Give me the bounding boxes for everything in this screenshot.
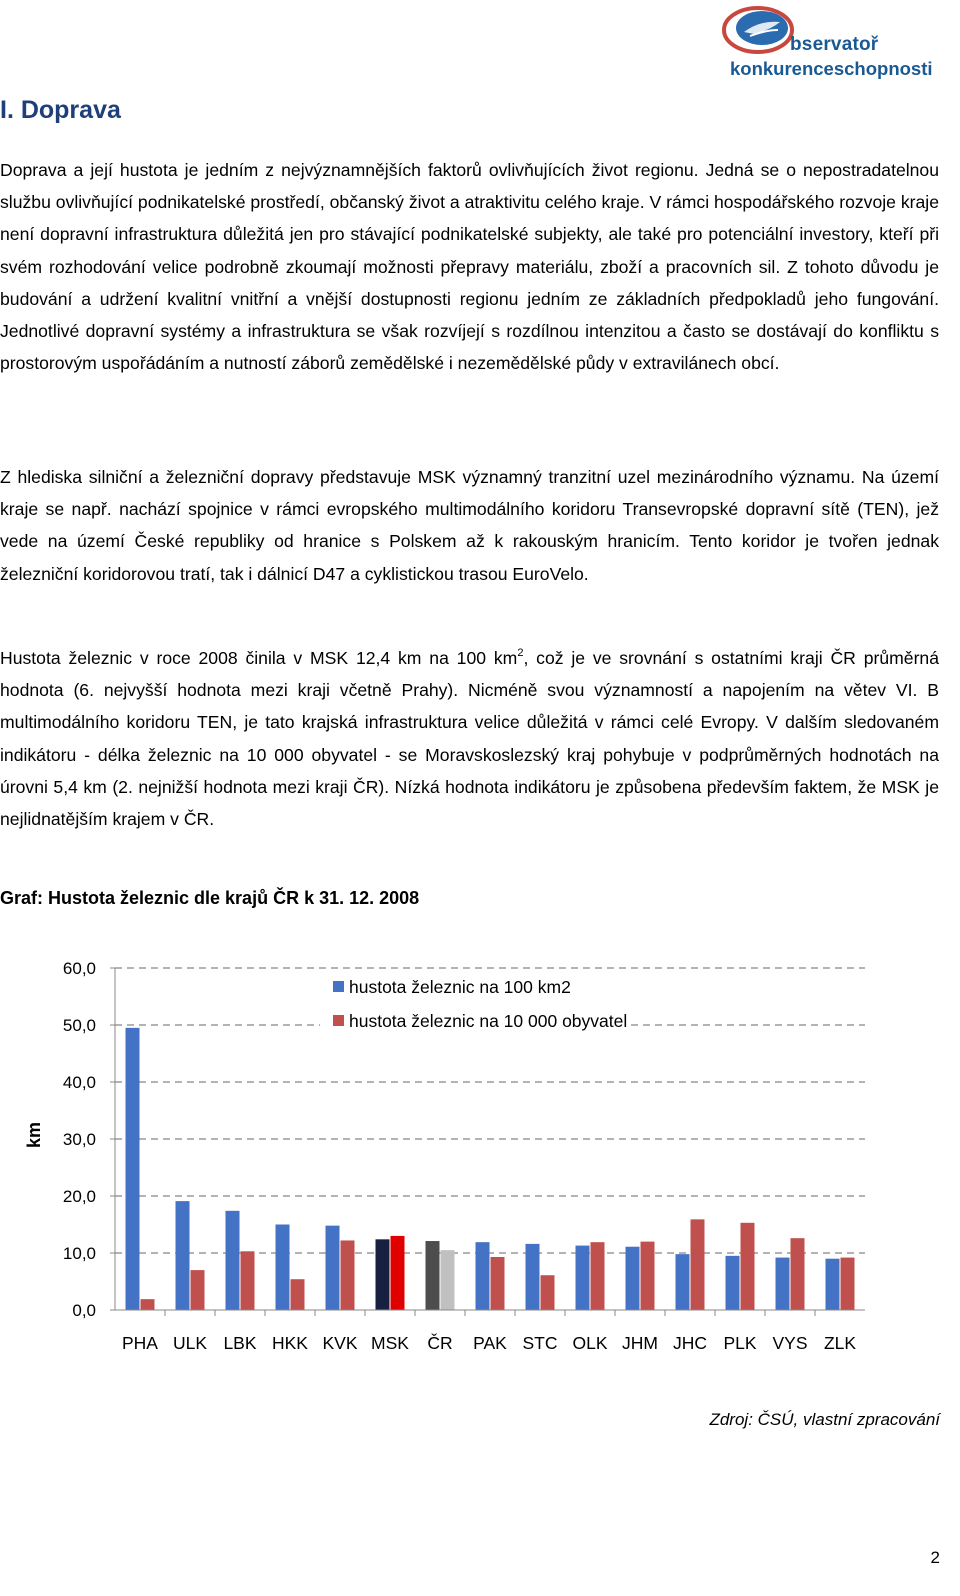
bar-per-10000-pop [141, 1299, 155, 1310]
legend-label: hustota železnic na 100 km2 [349, 977, 571, 997]
y-tick-label: 10,0 [62, 1244, 96, 1263]
bar-per-100km2 [576, 1246, 590, 1310]
bar-per-100km2 [526, 1244, 540, 1310]
x-tick-label: ULK [172, 1333, 208, 1353]
bar-per-100km2 [176, 1201, 190, 1310]
chart-bars [126, 1028, 855, 1310]
bar-per-100km2 [376, 1239, 390, 1310]
graph-title: Graf: Hustota železnic dle krajů ČR k 31. 12. 2008 [0, 888, 420, 908]
x-tick-label: VYS [772, 1333, 808, 1353]
x-tick-label: STC [522, 1333, 558, 1353]
bar-per-10000-pop [241, 1251, 255, 1310]
logo-line-observator: bservatoř [790, 34, 879, 55]
logo-line-konkurenceschopnosti: konkurenceschopnosti [730, 58, 933, 79]
bar-per-100km2 [476, 1242, 490, 1310]
y-tick-label: 20,0 [62, 1187, 96, 1206]
x-tick-label: OLK [572, 1333, 608, 1353]
x-tick-label: KVK [322, 1333, 358, 1353]
globe-logo-icon [720, 4, 800, 60]
bar-per-100km2 [726, 1256, 740, 1310]
bar-per-10000-pop [341, 1240, 355, 1310]
bar-per-10000-pop [641, 1242, 655, 1310]
x-tick-label: MSK [371, 1333, 409, 1353]
x-tick-label: JHC [672, 1333, 708, 1353]
bar-per-100km2 [676, 1254, 690, 1310]
bar-per-100km2 [826, 1259, 840, 1310]
bar-per-10000-pop [441, 1250, 455, 1310]
legend-swatch [333, 981, 344, 992]
paragraph-railway-density-part1: Hustota železnic v roce 2008 činila v MSK 12,4 km na 100 km [0, 648, 518, 668]
observator-logo [720, 4, 940, 82]
bar-per-10000-pop [391, 1236, 405, 1310]
legend-swatch [333, 1015, 344, 1026]
y-tick-label: 40,0 [62, 1073, 96, 1092]
railway-density-chart [0, 930, 940, 1380]
bar-per-100km2 [126, 1028, 140, 1310]
bar-per-100km2 [426, 1241, 440, 1310]
x-tick-label: PLK [723, 1333, 757, 1353]
paragraph-railway-density [0, 642, 939, 835]
bar-per-10000-pop [691, 1219, 705, 1310]
x-tick-label: ČR [427, 1333, 453, 1353]
bar-per-100km2 [326, 1226, 340, 1310]
x-tick-label: JHM [622, 1333, 658, 1353]
source-note: Zdroj: ČSÚ, vlastní zpracování [709, 1410, 940, 1429]
x-tick-label: LBK [223, 1333, 257, 1353]
y-tick-label: 60,0 [62, 959, 96, 978]
x-tick-label: PHA [122, 1333, 158, 1353]
legend-label: hustota železnic na 10 000 obyvatel [349, 1011, 628, 1031]
paragraph-transit: Z hlediska silniční a železniční dopravy představuje MSK významný tranzitní uzel mezinárodního významu. Na území kraje se např. nachází spojnice v rámci evropského multimodálního koridoru Transevropské dopravní sítě (TEN), jež vede na území České republiky od hranice s Polskem až k rakouským hranicím. Tento koridor je tvořen jednak železniční koridorovou tratí, tak i dálnicí D47 a cyklistickou trasou EuroVelo. [0, 467, 939, 584]
chart-x-axis [115, 1310, 865, 1353]
section-heading: I. Doprava [0, 96, 121, 124]
bar-per-10000-pop [191, 1270, 205, 1310]
y-tick-label: 30,0 [62, 1130, 96, 1149]
paragraph-railway-density-part2: , což je ve srovnání s ostatními kraji ČR průměrná hodnota (6. nejvyšší hodnota mezi kraji včetně Prahy). Nicméně svou významností a napojením na větev VI. B multimodálního koridoru TEN, je tato krajská infrastruktura velice důležitá v rámci celé Evropy. V dalším sledovaném indikátoru - délka železnic na 10 000 obyvatel - se Moravskoslezský kraj pohybuje v podprůměrných hodnotách na úrovni 5,4 km (2. nejnižší hodnota mezi kraji ČR). Nízká hodnota indikátoru je způsobena především faktem, že MSK je nejlidnatějším krajem v ČR. [0, 648, 939, 830]
page-number: 2 [930, 1548, 940, 1567]
paragraph-intro: Doprava a její hustota je jedním z nejvýznamnějších faktorů ovlivňujících život regionu. Jedná se o nepostradatelnou službu ovlivňující podnikatelské prostředí, občanský život a atraktivitu celého kraje. V rámci hospodářského rozvoje kraje není dopravní infrastruktura důležitá jen pro stávající podnikatelské subjekty, ale také pro potenciální investory, kteří při svém rozhodování velice podrobně zkoumají možnosti přepravy materiálu, zboží a pracovních sil. Z tohoto důvodu je budování a udržení kvalitní vnitřní a vnější dostupnosti regionu jedním ze základních předpokladů jeho fungování. Jednotlivé dopravní systémy a infrastruktura se však rozvíjejí s rozdílnou intenzitou a často se dostávají do konfliktu s prostorovým uspořádáním a nutností záborů zemědělské i nezemědělské půdy v extravilánech obcí. [0, 160, 939, 374]
bar-per-10000-pop [491, 1257, 505, 1310]
bar-per-10000-pop [291, 1279, 305, 1310]
x-tick-label: ZLK [823, 1333, 857, 1353]
y-tick-label: 50,0 [62, 1016, 96, 1035]
bar-per-100km2 [276, 1225, 290, 1311]
bar-per-10000-pop [841, 1258, 855, 1310]
x-tick-label: PAK [473, 1333, 507, 1353]
bar-per-10000-pop [591, 1242, 605, 1310]
y-tick-label: 0,0 [72, 1301, 96, 1320]
bar-per-100km2 [776, 1258, 790, 1310]
chart-legend [320, 970, 627, 1050]
chart-y-axis [63, 959, 115, 1320]
bar-per-10000-pop [541, 1275, 555, 1310]
bar-per-100km2 [226, 1211, 240, 1310]
chart-y-axis-label: km [24, 1121, 44, 1149]
bar-per-10000-pop [741, 1223, 755, 1310]
bar-per-10000-pop [791, 1238, 805, 1310]
superscript-2: 2 [517, 647, 524, 659]
x-tick-label: HKK [272, 1333, 308, 1353]
bar-per-100km2 [626, 1247, 640, 1310]
